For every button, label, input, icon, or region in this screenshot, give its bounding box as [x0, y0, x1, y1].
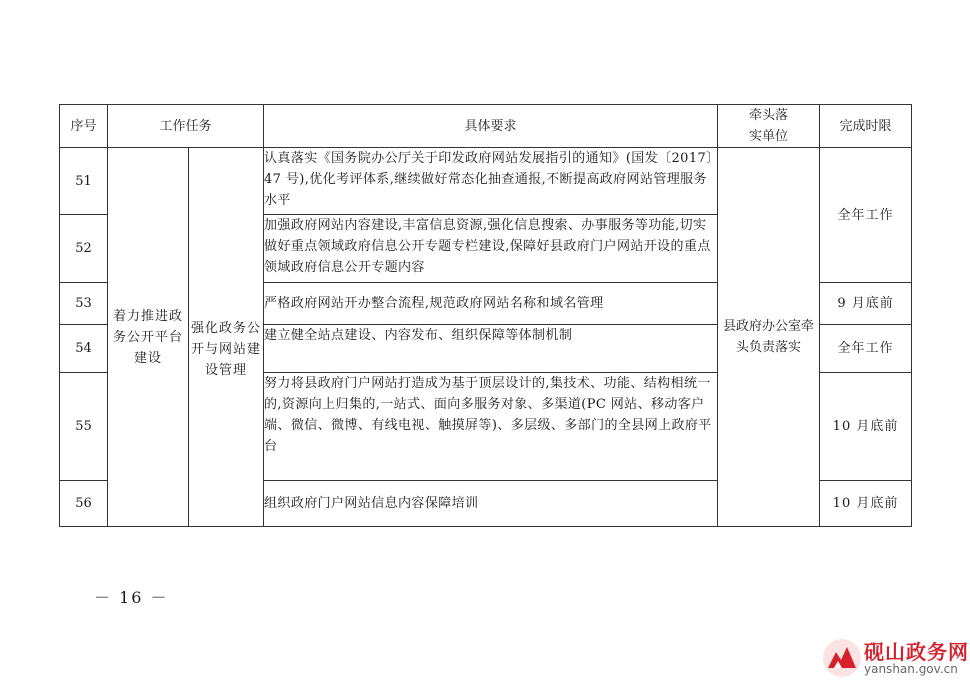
header-seq: 序号 — [60, 105, 108, 148]
deadline-cell: 9 月底前 — [820, 283, 912, 325]
mountain-logo-icon — [822, 638, 862, 678]
requirement-cell: 建立健全站点建设、内容发布、组织保障等体制机制 — [264, 325, 718, 373]
header-lead-unit: 牵头落 实单位 — [718, 105, 820, 148]
row-number: 52 — [60, 215, 108, 283]
header-deadline: 完成时限 — [820, 105, 912, 148]
row-number: 54 — [60, 325, 108, 373]
work-task-table — [59, 104, 912, 527]
site-watermark — [822, 636, 970, 682]
requirement-cell: 加强政府网站内容建设,丰富信息资源,强化信息搜索、办事服务等功能,切实做好重点领域政府信息公开专题专栏建设,保障好县政府门户网站开设的重点领域政府信息公开专题内容 — [264, 215, 718, 283]
header-requirement: 具体要求 — [264, 105, 718, 148]
header-task: 工作任务 — [108, 105, 264, 148]
sub-task-cell: 强化政务公开与网站建设管理 — [189, 148, 264, 527]
row-number: 51 — [60, 148, 108, 215]
deadline-cell: 全年工作 — [820, 325, 912, 373]
row-number: 56 — [60, 481, 108, 527]
row-number: 55 — [60, 373, 108, 481]
deadline-cell: 全年工作 — [820, 148, 912, 283]
watermark-url: yanshan.gov.cn — [864, 662, 958, 676]
requirement-cell: 组织政府门户网站信息内容保障培训 — [264, 481, 718, 527]
group-task-cell: 着力推进政务公开平台建设 — [108, 148, 189, 527]
table-header-row — [60, 105, 912, 148]
requirement-cell: 努力将县政府门户网站打造成为基于顶层设计的,集技术、功能、结构相统一的,资源向上归集的,一站式、面向多服务对象、多渠道(PC 网站、移动客户端、微信、微博、有线电视、触摸屏等)、多层级、多部门的全县网上政府平台 — [264, 373, 718, 481]
deadline-cell: 10 月底前 — [820, 373, 912, 481]
watermark-name: 砚山政务网 — [864, 640, 969, 664]
row-number: 53 — [60, 283, 108, 325]
page-number: － 16 － — [94, 588, 169, 607]
table-row — [60, 148, 912, 215]
requirement-cell: 严格政府网站开办整合流程,规范政府网站名称和域名管理 — [264, 283, 718, 325]
lead-unit-cell: 县政府办公室牵头负责落实 — [718, 148, 820, 527]
deadline-cell: 10 月底前 — [820, 481, 912, 527]
requirement-cell: 认真落实《国务院办公厅关于印发政府网站发展指引的通知》(国发〔2017〕47 号),优化考评体系,继续做好常态化抽查通报,不断提高政府网站管理服务水平 — [264, 148, 718, 215]
